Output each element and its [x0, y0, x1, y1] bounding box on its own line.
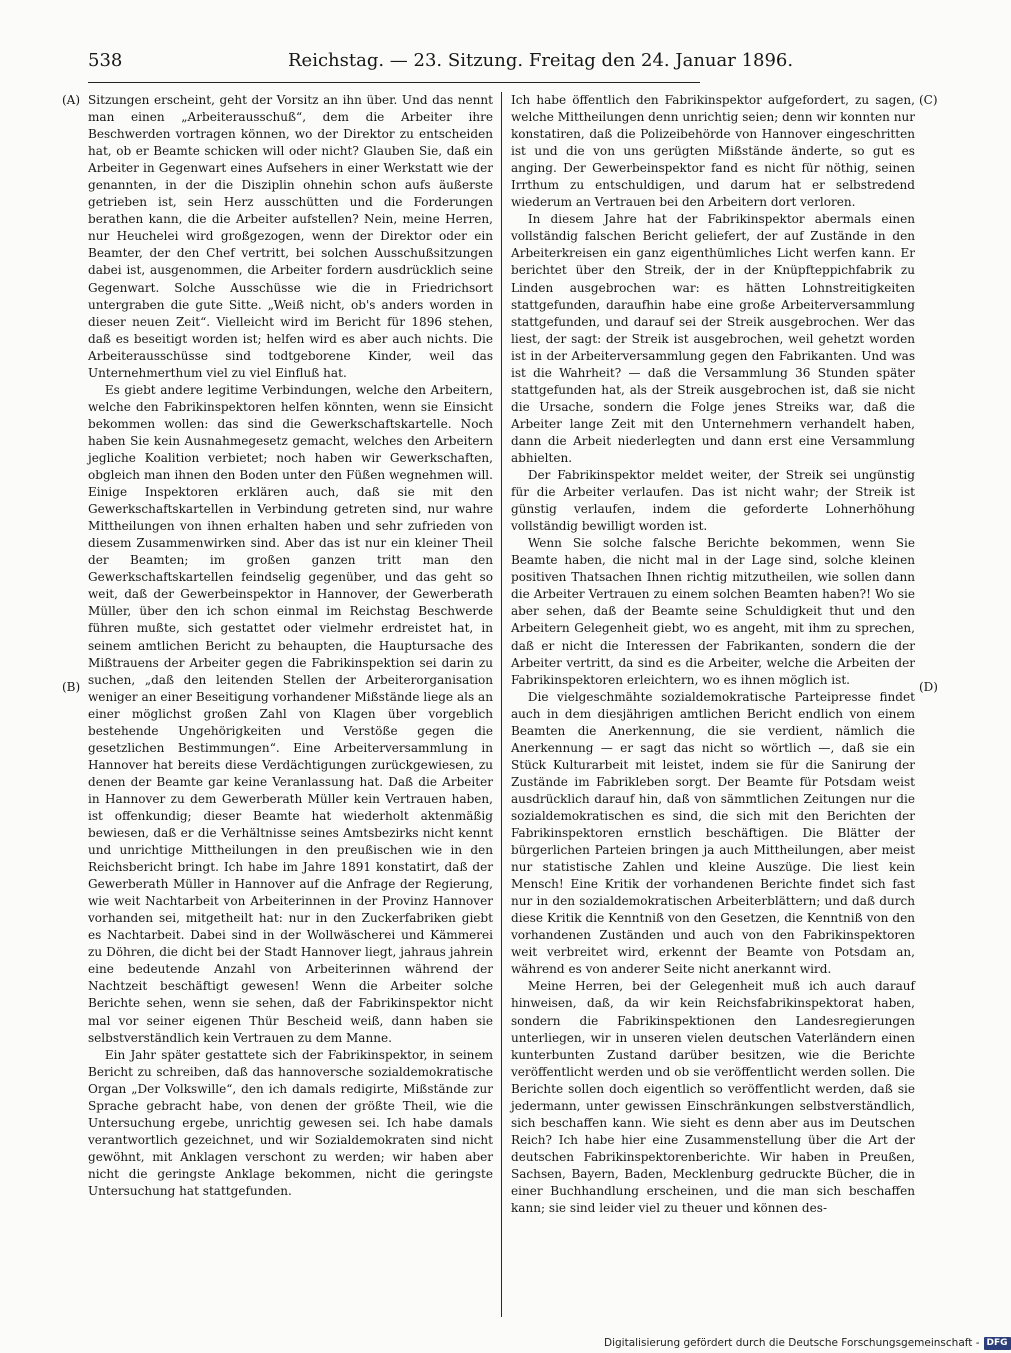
paragraph: Ein Jahr später gestattete sich der Fabrikinspektor, in seinem Bericht zu schreiben, daß das hannoversche sozialdemokratische Organ „Der Volkswille“, den ich damals redigirte, Mißstände zur Sprache gebracht habe, von denen der größte Theil, wie die Untersuchung ergebe, unrichtig gewesen sei. Ich habe damals verantwortlich gezeichnet, und wir Sozialdemokraten sind nicht gewöhnt, mit Anklagen verschont zu werden; wir haben aber nicht die geringste Anklage bekommen, nicht die geringste Untersuchung hat stattgefunden. — [88, 1047, 493, 1198]
running-title: Reichstag. — 23. Sitzung. Freitag den 24. Januar 1896. — [288, 50, 794, 71]
paragraph: Der Fabrikinspektor meldet weiter, der Streik sei ungünstig für die Arbeiter verlaufen. Das ist nicht wahr; der Streik ist günstig verlaufen, indem die geforderte Lohnerhöhung vollständig bewilligt worden ist. — [511, 468, 915, 534]
margin-mark-b: (B) — [62, 680, 81, 694]
column-divider — [501, 92, 502, 1317]
paragraph: Sitzungen erscheint, geht der Vorsitz an ihn über. Und das nennt man einen „Arbeiterausschuß“, dem die Arbeiter ihre Beschwerden vortragen können, wo der Direktor zu entscheiden hat, ob er Beamte schicken will oder nicht? Glauben Sie, daß ein Arbeiter in Gegenwart eines Aufsehers in einer Werkstatt wie der genannten, in der die Disziplin ohnehin schon aufs äußerste getrieben ist, sein Herz ausschütten und die Forderungen berathen kann, die die Arbeiter aufstellen? Nein, meine Herren, nur Heuchelei wird großgezogen, wenn der Direktor oder ein Beamter, der den Chef vertritt, bei solchen Ausschußsitzungen dabei ist, ausgenommen, die Arbeiter fordern ausdrücklich seine Gegenwart. Solche Ausschüsse wie die in Friedrichsort untergraben die gute Sitte. „Weiß nicht, ob's anders worden in dieser neuen Zeit“. Vielleicht wird im Bericht für 1896 stehen, daß es beseitigt worden ist; helfen wird es aber auch nichts. Die Arbeiterausschüsse sind todtgeborene Kinder, weil das Unternehmerthum viel zu viel Einfluß hat. — [88, 93, 493, 380]
dfg-logo: DFG — [984, 1337, 1011, 1350]
paragraph: Meine Herren, bei der Gelegenheit muß ich auch darauf hinweisen, daß, da wir kein Reichsfabrikinspektorat haben, sondern die Fabrikinspektionen den Landesregierungen unterliegen, wir in unseren vielen deutschen Vaterländern einen kunterbunten Zustand darüber besitzen, wie die Berichte veröffentlicht werden und ob sie veröffentlicht werden sollen. Die Berichte sollen doch eigentlich so veröffentlicht werden, daß sie jedermann, unter gewissen Einschränkungen selbstverständlich, sich beschaffen kann. Wie sieht es denn aber aus im Deutschen Reich? Ich habe hier eine Zusammenstellung über die Art der deutschen Fabrikinspektorenberichte. Wir haben in Preußen, Sachsen, Bayern, Baden, Mecklenburg gedruckte Bücher, die in einer Buchhandlung erscheinen, und die man sich beschaffen kann; sie sind leider viel zu theuer und können des- — [511, 979, 915, 1216]
margin-mark-a: (A) — [62, 93, 81, 107]
page-header — [88, 48, 794, 74]
paragraph: In diesem Jahre hat der Fabrikinspektor abermals einen vollständig falschen Bericht geliefert, der auf Zustände in den Arbeiterkreisen ein ganz eigenthümliches Licht werfen kann. Er berichtet über den Streik, der in der Knüpfteppichfabrik zu Linden ausgebrochen war: es hätten Lohnstreitigkeiten stattgefunden, daraufhin habe eine große Arbeiterversammlung stattgefunden, und darauf sei der Streik ausgebrochen. Wer das liest, der sagt: der Streik ist ausgebrochen, weil gehetzt worden ist in der Arbeiterversammlung gegen den Fabrikanten. Und was ist die Wahrheit? — daß die Versammlung 36 Stunden später stattgefunden hat, als der Streik ausgebrochen ist, daß sie nicht die Ursache, sondern die Folge jenes Streiks war, daß die Arbeiter lange Zeit mit den Unternehmern verhandelt haben, dann die Arbeit niederlegten und dann erst eine Versammlung abhielten. — [511, 212, 915, 465]
right-text-column — [511, 92, 915, 1217]
margin-mark-d: (D) — [919, 680, 938, 694]
paragraph: Die vielgeschmähte sozialdemokratische Parteipresse findet auch in dem diesjährigen amtlichen Bericht endlich von einem Beamten die Anerkennung, die sie verdient, nämlich die Anerkennung — er sagt das nicht so wörtlich —, daß sie ein Stück Kulturarbeit mit leistet, indem sie für die Sanirung der Zustände im Fabrikleben sorgt. Der Beamte für Potsdam weist ausdrücklich darauf hin, daß von sämmtlichen Zeitungen nur die sozialdemokratischen es sind, die sich mit den Berichten der Fabrikinspektoren ernstlich beschäftigen. Die Blätter der bürgerlichen Parteien bringen ja auch Mittheilungen, aber meist nur statistische Zahlen und kleine Auszüge. Die liest kein Mensch! Eine Kritik der vorhandenen Berichte findet sich fast nur in den sozialdemokratischen Arbeiterblättern; und daß durch diese Kritik die Kenntniß von den Gesetzen, die Kenntniß von den vorhandenen Zuständen und auch von den Fabrikinspektoren weit verbreitet wird, erkennt der Beamte von Potsdam an, während es von anderer Seite nicht anerkannt wird. — [511, 689, 915, 977]
header-rule — [88, 82, 700, 83]
paragraph: Es giebt andere legitime Verbindungen, welche den Arbeitern, welche den Fabrikinspektoren helfen könnten, wenn sie Einsicht bekommen wollen: das sind die Gewerkschaftskartelle. Noch haben Sie kein Ausnahmegesetz gemacht, welches den Arbeitern jegliche Koalition verbietet; noch haben wir Gewerkschaften, obgleich man ihnen den Boden unter den Füßen wegnehmen will. Einige Inspektoren erklären auch, daß sie mit den Gewerkschaftskartellen in Verbindung getreten sind, nur wahre Mittheilungen von ihnen erhalten haben und sehr zufrieden von diesem Zusammenwirken sind. Aber das ist nur ein kleiner Theil der Beamten; im großen ganzen tritt man den Gewerkschaftskartellen feindselig gegenüber, und das geht so weit, daß der Gewerbeinspektor in Hannover, der Gewerberath Müller, über den ich schon einmal im Reichstag Beschwerde führen mußte, sich gestattet oder vielmehr erdreistet hat, in seinem amtlichen Bericht zu behaupten, die Hauptursache des Mißtrauens der Arbeiter gegen die Fabrikinspektion sei darin zu suchen, „daß den leitenden Stellen der Arbeiterorganisation weniger an einer Beseitigung vorhandener Mißstände liege als an einer möglichst großen Zahl von Klagen über vorgeblich bestehende Ungehörigkeiten und Verstöße gegen die gesetzlichen Bestimmungen“. Eine Arbeiterversammlung in Hannover hat bereits diese Verdächtigungen zurückgewiesen, zu denen der Beamte gar keine Veranlassung hat. Daß die Arbeiter in Hannover zu dem Gewerberath Müller kein Vertrauen haben, ist offenkundig; dieser Beamte hat wiederholt aktenmäßig bewiesen, daß er die Verhältnisse seines Amtsbezirks nicht kennt und unrichtige Mittheilungen in den preußischen wie in den Reichsbericht bringt. Ich habe im Jahre 1891 konstatirt, daß der Gewerberath Müller in Hannover auf die Anfrage der Regierung, wie weit Nachtarbeit von Arbeiterinnen in der Provinz Hannover vorhanden sei, mitgetheilt hat: nur in den Zuckerfabriken giebt es Nachtarbeit. Dabei sind in der Wollwäscherei und Kämmerei zu Döhren, die dicht bei der Stadt Hannover liegt, jahraus jahrein eine bedeutende Anzahl von Arbeiterinnen während der Nachtzeit beschäftigt gewesen! Wenn die Arbeiter solche Berichte sehen, wenn sie sehen, daß der Fabrikinspektor nicht mal vor seiner eigenen Thür Bescheid weiß, dann haben sie selbstverständlich kein Vertrauen zu dem Manne. — [88, 382, 493, 1045]
credit-text: Digitalisierung gefördert durch die Deutsche Forschungsgemeinschaft - — [604, 1337, 980, 1349]
margin-mark-c: (C) — [919, 93, 938, 107]
page-number: 538 — [88, 50, 123, 71]
digitization-credit — [604, 1335, 1008, 1351]
paragraph: Ich habe öffentlich den Fabrikinspektor aufgefordert, zu sagen, welche Mittheilungen denn unrichtig seien; denn wir konnten nur konstatiren, daß die Polizeibehörde von Hannover eingeschritten ist und die von uns gerügten Mißstände änderte, so gut es anging. Der Gewerbeinspektor fand es nicht für nöthig, seinen Irrthum zu entschuldigen, und darum hat er selbstredend wiederum an Vertrauen bei den Arbeitern dort verloren. — [511, 93, 916, 210]
paragraph: Wenn Sie solche falsche Berichte bekommen, wenn Sie Beamte haben, die nicht mal in der Lage sind, solche kleinen positiven Thatsachen Ihnen richtig mitzutheilen, wie sollen dann die Arbeiter Vertrauen zu einem solchen Beamten haben?! Wo sie aber sehen, daß der Beamte seine Schuldigkeit thut und den Arbeitern Gelegenheit giebt, wo es angeht, mit ihm zu sprechen, daß er nicht die Interessen der Fabrikanten, sondern die der Arbeiter vertritt, da sind es die Arbeiter, welche die Arbeiten der Fabrikinspektoren erleichtern, wo es ihnen möglich ist. — [511, 536, 915, 687]
left-text-column — [88, 92, 493, 1200]
